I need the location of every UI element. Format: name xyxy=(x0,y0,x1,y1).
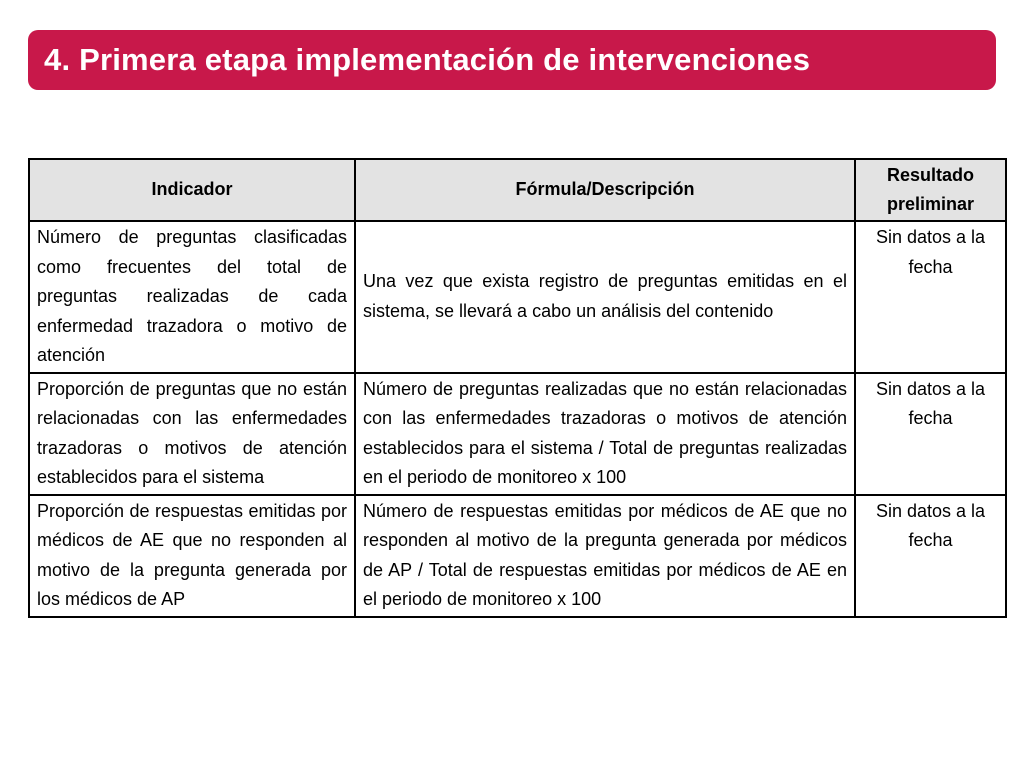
cell-resultado: Sin datos a la fecha xyxy=(855,373,1006,495)
table-row xyxy=(29,373,1006,495)
table-row xyxy=(29,495,1006,617)
cell-indicador: Proporción de respuestas emitidas por médicos de AE que no responden al motivo de la pregunta generada por los médicos de AP xyxy=(29,495,355,617)
column-header-resultado: Resultado preliminar xyxy=(855,159,1006,221)
cell-resultado: Sin datos a la fecha xyxy=(855,221,1006,373)
cell-formula: Número de respuestas emitidas por médicos de AE que no responden al motivo de la pregunta generada por médicos de AP / Total de respuestas emitidas por médicos de AE en el periodo de monitoreo x 100 xyxy=(355,495,855,617)
cell-resultado: Sin datos a la fecha xyxy=(855,495,1006,617)
table-header-row xyxy=(29,159,1006,221)
indicators-table xyxy=(28,158,1007,618)
column-header-indicador: Indicador xyxy=(29,159,355,221)
page-title: 4. Primera etapa implementación de intervenciones xyxy=(44,42,811,77)
cell-formula: Número de preguntas realizadas que no están relacionadas con las enfermedades trazadoras o motivos de atención establecidos para el sistema / Total de preguntas realizadas en el periodo de monitoreo x 100 xyxy=(355,373,855,495)
table-row xyxy=(29,221,1006,373)
cell-indicador: Proporción de preguntas que no están relacionadas con las enfermedades trazadoras o motivos de atención establecidos para el sistema xyxy=(29,373,355,495)
cell-indicador: Número de preguntas clasificadas como frecuentes del total de preguntas realizadas de cada enfermedad trazadora o motivo de atención xyxy=(29,221,355,373)
cell-formula: Una vez que exista registro de preguntas emitidas en el sistema, se llevará a cabo un análisis del contenido xyxy=(355,221,855,373)
column-header-formula: Fórmula/Descripción xyxy=(355,159,855,221)
title-banner xyxy=(28,30,996,90)
